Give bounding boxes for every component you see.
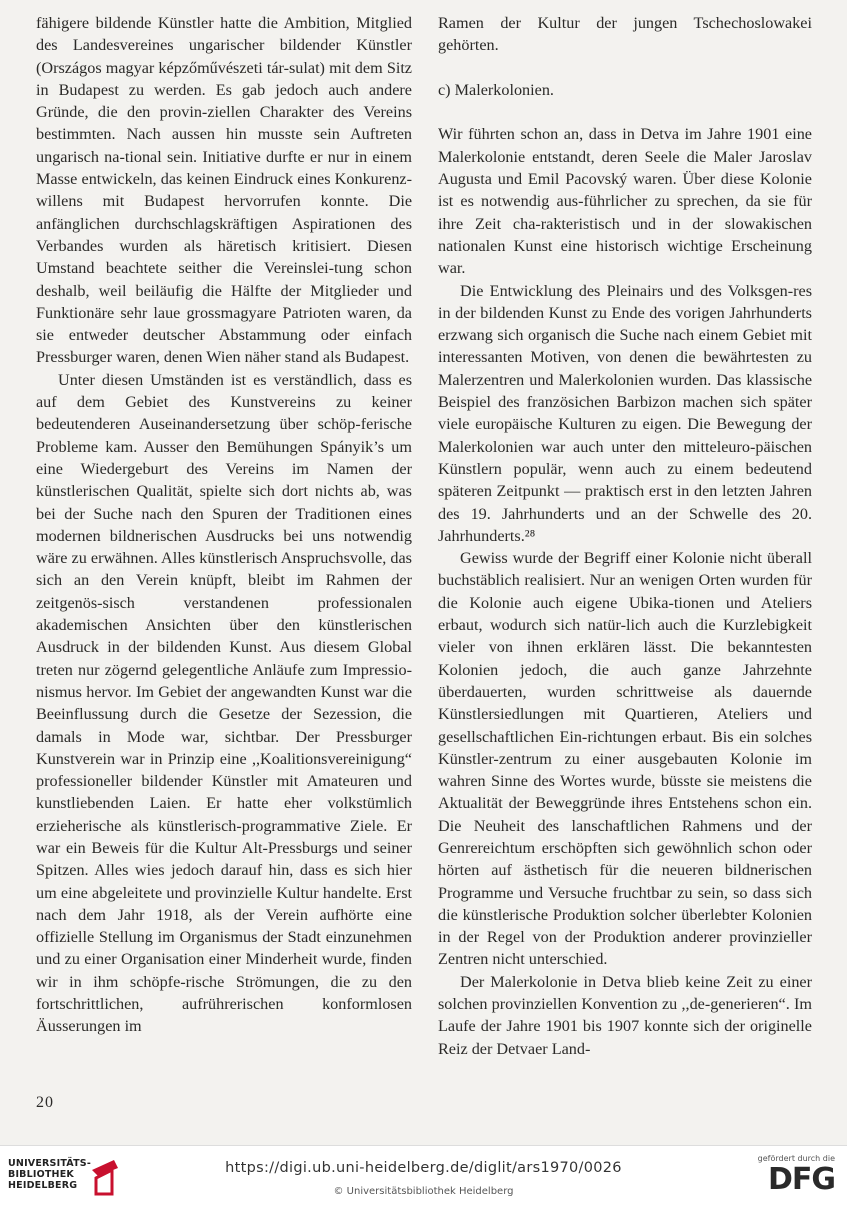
page-number: 20 (36, 1094, 54, 1111)
paragraph: Der Malerkolonie in Detva blieb keine Zeit zu einer solchen provinziellen Konvention zu ,,de-generieren“. Im Laufe der Jahre 1901 bis 1907 konnte sich der originelle Reiz der Detvaer Land- (438, 972, 812, 1058)
dfg-logo[interactable] (751, 1154, 835, 1200)
copyright-text: © Universitätsbibliothek Heidelberg (333, 1186, 514, 1197)
paragraph-continuation: Ramen der Kultur der jungen Tschechoslowakei gehörten. (438, 14, 812, 55)
left-column (36, 12, 412, 1038)
paragraph: Wir führten schon an, dass in Detva im Jahre 1901 eine Malerkolonie entstandt, deren Seele die Maler Jaroslav Augusta und Emil Pacovský waren. Über diese Kolonie ist es notwendig aus-führlicher zu sprechen, da sie für ihre Zeit cha-rakteristisch und in der slowakischen nationalen Kunst eine historisch wichtige Erscheinung war. (438, 125, 812, 278)
footer-bar (0, 1145, 847, 1208)
sponsor-caption: gefördert durch die (757, 1154, 835, 1163)
section-heading: c) Malerkolonien. (438, 80, 554, 99)
paragraph: Gewiss wurde der Begriff einer Kolonie nicht überall buchstäblich realisiert. Nur an wenigen Orten wurden für die Kolonie auch eigene Ubika-tionen und Ateliers erbaut, wodurch sich natür-lich auch die Kurzlebigkeit vieler von ihnen erklären lässt. Die bekanntesten Kolonien jedoch, die auch ganze Jahrzehnte überdauerten, wurden schrittweise als dauernde Künstlersiedlungen mit Quartieren, Ateliers und gesellschaftlichen Ein-richtungen erbaut. Bis ein solches Künstler-zentrum zu einer ausgebauten Kolonie im wahren Sinne des Wortes wurde, büsste sie meistens die Aktualität der Beweggründe ihres Entstehens schon ein. Die Neuheit des lanschaftlichen Rahmens und der Genrereichtum erschöpften sich gewöhnlich schon oder hörten auf ästhetisch für die neueren bildnerischen Programme und Versuche fruchtbar zu sein, so dass sich die künstlerische Produktion solcher überlebter Kolonien in der Regel von der Produktion anderer provinzieller Zentren nicht unterschied. (438, 549, 812, 969)
library-name-line: BIBLIOTHEK (8, 1169, 74, 1180)
library-name-line: UNIVERSITÄTS- (8, 1158, 91, 1169)
paragraph: Unter diesen Umständen ist es verständlich, dass es auf dem Gebiet des Kunstvereins zu keiner bedeutenderen Auseinandersetzung über schöp-ferische Probleme kam. Ausser den Bemühungen Spányik’s um eine Wiedergeburt des Vereins im Namen der künstlerischen Qualität, spielte sich dort nichts ab, was bei der Suche nach den Spuren der Traditionen eines modernen bildnerischen Ausdrucks bei uns notwendig wäre zu erwähnen. Alles künstlerisch Anspruchsvolle, das sich an den Verein knüpft, bleibt im Rahmen der zeitgenös-sisch verstandenen professionalen akademischen Ansichten über den künstlerischen Ausdruck in der bildenden Kunst. Aus diesem Global treten nur zögernd gelegentliche Anläufe zum Impressio-nismus hervor. Im Gebiet der angewandten Kunst war die Beeinflussung durch die Gesetze der Sezession, die damals in Mode war, sichtbar. Der Pressburger Kunstverein war in Prinzip eine ,,Koalitionsvereinigung“ professioneller bildender Künstler mit Amateuren und kunstliebenden Laien. Er hatte eher volkstümlich erzieherische als künstlerisch-programmative Ziele. Er war ein Beweis für die Kultur Alt-Pressburgs und seiner Spitzen. Alles wies jedoch darauf hin, dass es sich hier um eine abgeleitete und provinzielle Kultur handelte. Erst nach dem Jahr 1918, als der Verein aufhörte eine offizielle Stellung im Organismus der Stadt einzunehmen und zu einer Organisation einer Minderheit wurde, finden wir in ihm schöpfe-rische Strömungen, die zu den fortschrittlichen, aufrührerischen konformlosen Äusserungen im (36, 370, 412, 1036)
page-url-link[interactable]: https://digi.ub.uni-heidelberg.de/diglit/ars1970/0026 (225, 1160, 622, 1176)
paragraph: Die Entwicklung des Pleinairs und des Volksgen-res in der bildenden Kunst zu Ende des vorigen Jahrhunderts erzwang sich organisch die Suche nach einem Gebiet mit interessanten Motiven, von denen die bewährtesten zu Malerzentren und Malerkolonien wurden. Das klassische Beispiel des französichen Barbizon machen sich später viele europäische Kulturen zu eigen. Die Bewegung der Malerkolonien war auch unter den mitteleuro-päischen Künstlern populär, wenn auch zu einem bedeutend späteren Zeitpunkt — praktisch erst in den letzten Jahren des 19. Jahrhunderts und an der Schwelle des 20. Jahrhunderts.²⁸ (438, 281, 812, 545)
dfg-wordmark: DFG (767, 1162, 835, 1197)
paragraph: fähigere bildende Künstler hatte die Ambition, Mitglied des Landesvereines ungarischer bildender Künstler (Országos magyar képzőművészeti tár-sulat) mit dem Sitz in Budapest zu werden. Es gab jedoch auch andere Gründe, die den provin-ziellen Charakter des Vereins bestimmten. Nach aussen hin musste sein Auftreten ungarisch na-tional sein. Initiative durfte er nur in einem Masse entwickeln, das keinen Eindruck eines Konkurenz-willens mit Budapest hervorrufen konnte. Die anfänglichen durchschlagskräftigen Aspirationen des Verbandes wurden als häretisch kritisiert. Diesen Umstand beachtete seither die Vereinslei-tung schon deshalb, weil beiläufig die Hälfte der Mitglieder und Funktionäre sehr laue grossmagyare Patrioten waren, da sie entweder deutscher Abstammung oder einfach Pressburger waren, denen Wien näher stand als Budapest. (36, 14, 412, 367)
right-column (438, 12, 812, 1060)
library-name-line: HEIDELBERG (8, 1180, 78, 1191)
